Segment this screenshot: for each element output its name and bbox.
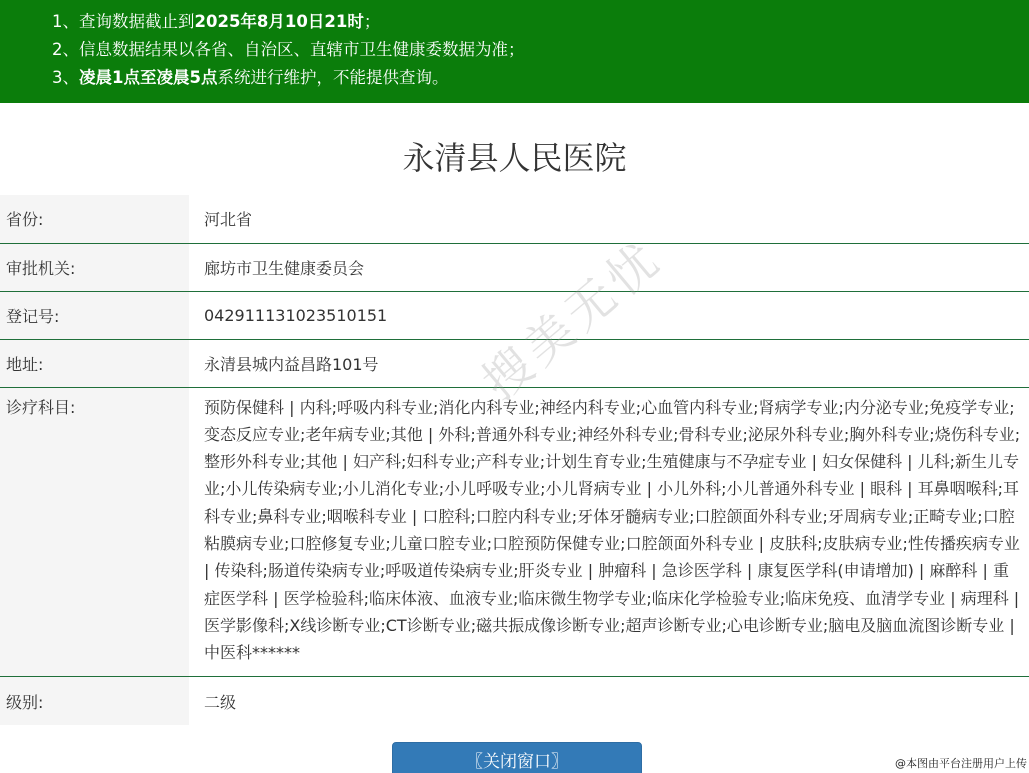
address-value: 永清县城内益昌路101号 bbox=[204, 354, 379, 374]
level-value: 二级 bbox=[204, 692, 237, 712]
departments-label: 诊疗科目: bbox=[0, 387, 189, 677]
notice-text: 系统进行维护，不能提供查询。 bbox=[217, 68, 449, 87]
notice-text: 3、 bbox=[52, 68, 79, 87]
table-row-level bbox=[0, 677, 1029, 725]
notice-banner bbox=[0, 0, 1029, 103]
notice-bold-text: 凌晨1点至凌晨5点 bbox=[79, 68, 218, 87]
table-row-address bbox=[0, 339, 1029, 387]
upload-note: @本图由平台注册用户上传 bbox=[895, 757, 1027, 770]
province-value: 河北省 bbox=[204, 210, 253, 230]
hospital-info-table bbox=[0, 195, 1029, 725]
notice-text: ； bbox=[363, 12, 381, 31]
watermark-text: 搜美无忧 bbox=[472, 229, 674, 412]
departments-value: 预防保健科 | 内科;呼吸内科专业;消化内科专业;神经内科专业;心血管内科专业;肾病学专业;内分泌专业;免疫学专业;变态反应专业;老年病专业;其他 | 外科;普通外科专业;神经外科专业;骨科专业;泌尿外科专业;胸外科专业;烧伤科专业;整形外科专业;其他 | 妇产科;妇科专业;产科专业;计划生育专业;生殖健康与不孕症专业 | 妇女保健科 | 儿科;新生儿专业;小儿传染病专业;小儿消化专业;小儿呼吸专业;小儿肾病专业 | 小儿外科;小儿普通外科专业 | 眼科 | 耳鼻咽喉科;耳科专业;鼻科专业;咽喉科专业 | 口腔科;口腔内科专业;牙体牙髓病专业;口腔颌面外科专业;牙周病专业;正畸专业;口腔粘膜病专业;口腔修复专业;儿童口腔专业;口腔预防保健专业;口腔颌面外科专业 | 皮肤科;皮肤病专业;性传播疾病专业 | 传染科;肠道传染病专业;呼吸道传染病专业;肝炎专业 | 肿瘤科 | 急诊医学科 | 康复医学科(申请增加) | 麻醉科 | 重症医学科 | 医学检验科;临床体液、血液专业;临床微生物学专业;临床化学检验专业;临床免疫、血清学专业 | 病理科 | 医学影像科;X线诊断专业;CT诊断专业;磁共振成像诊断专业;超声诊断专业;心电诊断专业;脑电及脑血流图诊断专业 | 中医科****** bbox=[204, 397, 1021, 663]
registration-number-value: 042911131023510151 bbox=[204, 305, 388, 325]
notice-line-1 bbox=[52, 8, 1029, 36]
table-row-registration-number bbox=[0, 291, 1029, 339]
notice-bold-text: 2025年8月10日21时 bbox=[194, 12, 364, 31]
province-label: 省份: bbox=[0, 195, 189, 243]
registration-number-label: 登记号: bbox=[0, 291, 189, 339]
approval-authority-value: 廊坊市卫生健康委员会 bbox=[204, 258, 365, 278]
table-row-province bbox=[0, 195, 1029, 243]
level-label: 级别: bbox=[0, 677, 189, 725]
notice-text: 1、查询数据截止到 bbox=[52, 12, 195, 31]
approval-authority-label: 审批机关: bbox=[0, 243, 189, 291]
notice-line-3 bbox=[52, 64, 1029, 92]
address-label: 地址: bbox=[0, 339, 189, 387]
table-row-approval-authority bbox=[0, 243, 1029, 291]
notice-line-2 bbox=[52, 36, 1029, 64]
hospital-name-title: 永清县人民医院 bbox=[402, 139, 627, 177]
close-window-button[interactable]: 〖关闭窗口〗 bbox=[392, 742, 642, 773]
table-row-departments bbox=[0, 387, 1029, 677]
notice-text: 2、信息数据结果以各省、自治区、直辖市卫生健康委数据为准； bbox=[52, 40, 525, 59]
